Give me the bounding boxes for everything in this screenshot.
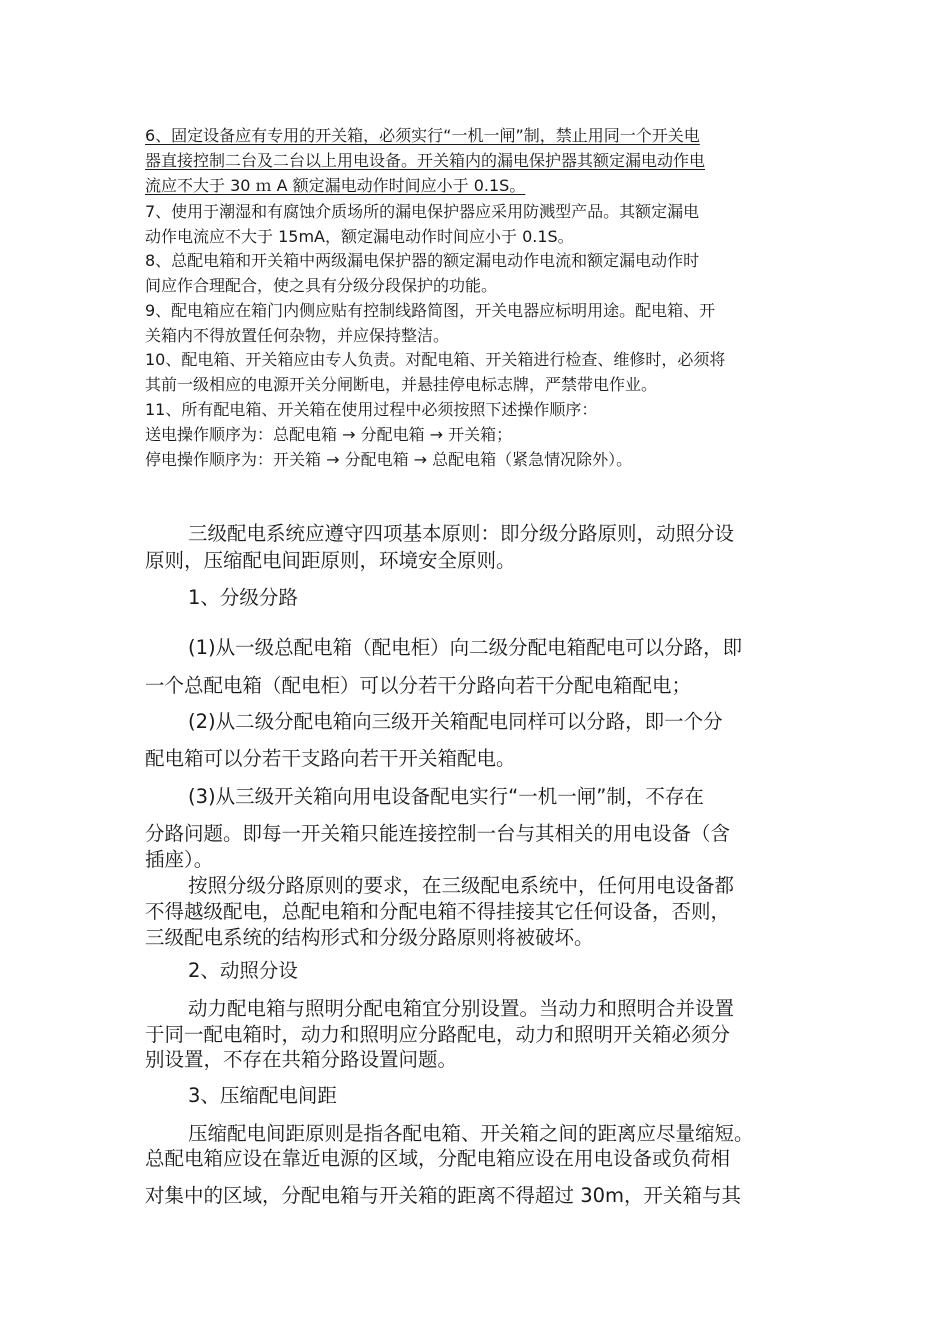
rule-9-line-1: 9、配电箱应在箱门内侧应贴有控制线路简图，开关电器应标明用途。配电箱、开 [145, 301, 716, 320]
rule-10-line-1: 10、配电箱、开关箱应由专人负责。对配电箱、开关箱进行检查、维修时，必须将 [145, 350, 726, 369]
rule-9-line-2: 关箱内不得放置任何杂物，并应保持整洁。 [145, 326, 450, 345]
s1-p3-line-2: 分路问题。即每一开关箱只能连接控制一台与其相关的用电设备（含 [145, 822, 731, 845]
rule-6-line-3: 流应不大于 30 ｍ A 额定漏电动作时间应小于 0.1S。 [145, 176, 526, 195]
rule-11-power-off-sequence: 停电操作顺序为：开关箱 → 分配电箱 → 总配电箱（紧急情况除外）。 [145, 450, 633, 469]
s3-p1-line-2: 总配电箱应设在靠近电源的区域，分配电箱应设在用电设备或负荷相 [145, 1147, 731, 1170]
s3-p1-line-3: 对集中的区域，分配电箱与开关箱的距离不得超过 30m，开关箱与其 [145, 1184, 742, 1207]
rule-8-line-2: 间应作合理配合，使之具有分级分段保护的功能。 [145, 276, 498, 295]
s1-p2-line-2: 配电箱可以分若干支路向若干开关箱配电。 [145, 747, 516, 770]
s1-p4-line-2: 不得越级配电，总配电箱和分配电箱不得挂接其它任何设备，否则， [145, 900, 731, 923]
rule-10-line-2: 其前一级相应的电源开关分闸断电，并悬挂停电标志牌，严禁带电作业。 [145, 375, 658, 394]
section-2-heading: 2、动照分设 [188, 959, 298, 982]
rule-7-line-2: 动作电流应不大于 15mA，额定漏电动作时间应小于 0.1S。 [145, 227, 574, 246]
rule-11-line-1: 11、所有配电箱、开关箱在使用过程中必须按照下述操作顺序： [145, 400, 598, 419]
rule-6-line-2: 器直接控制二台及二台以上用电设备。开关箱内的漏电保护器其额定漏电动作电 [145, 151, 706, 170]
s1-p4-line-1: 按照分级分路原则的要求，在三级配电系统中，任何用电设备都 [188, 874, 735, 897]
s1-p3-line-1: (3)从三级开关箱向用电设备配电实行“一机一闸”制，不存在 [188, 785, 704, 808]
s1-p1-line-2: 一个总配电箱（配电柜）可以分若干分路向若干分配电箱配电； [145, 674, 692, 697]
rule-8-line-1: 8、总配电箱和开关箱中两级漏电保护器的额定漏电动作电流和额定漏电动作时 [145, 251, 700, 270]
rule-11-power-on-sequence: 送电操作顺序为：总配电箱 → 分配电箱 → 开关箱； [145, 425, 513, 444]
s1-p3-line-3: 插座）。 [145, 848, 214, 871]
s2-p1-line-2: 于同一配电箱时，动力和照明应分路配电，动力和照明开关箱必须分 [145, 1023, 731, 1046]
rule-7-line-1: 7、使用于潮湿和有腐蚀介质场所的漏电保护器应采用防溅型产品。其额定漏电 [145, 202, 700, 221]
s1-p2-line-1: (2)从二级分配电箱向三级开关箱配电同样可以分路，即一个分 [188, 710, 723, 733]
s3-p1-line-1: 压缩配电间距原则是指各配电箱、开关箱之间的距离应尽量缩短。 [188, 1122, 754, 1145]
s2-p1-line-1: 动力配电箱与照明分配电箱宜分别设置。当动力和照明合并设置 [188, 997, 735, 1020]
s2-p1-line-3: 别设置，不存在共箱分路设置问题。 [145, 1048, 458, 1071]
section-1-heading: 1、分级分路 [188, 586, 298, 609]
s1-p1-line-1: (1)从一级总配电箱（配电柜）向二级分配电箱配电可以分路，即 [188, 636, 743, 659]
principles-intro-line-1: 三级配电系统应遵守四项基本原则：即分级分路原则，动照分设 [188, 522, 735, 545]
section-3-heading: 3、压缩配电间距 [188, 1084, 337, 1107]
principles-intro-line-2: 原则，压缩配电间距原则，环境安全原则。 [145, 549, 516, 572]
s1-p4-line-3: 三级配电系统的结构形式和分级分路原则将被破坏。 [145, 926, 594, 949]
rule-6-line-1: 6、固定设备应有专用的开关箱，必须实行“一机一闸”制，禁止用同一个开关电 [145, 126, 700, 145]
